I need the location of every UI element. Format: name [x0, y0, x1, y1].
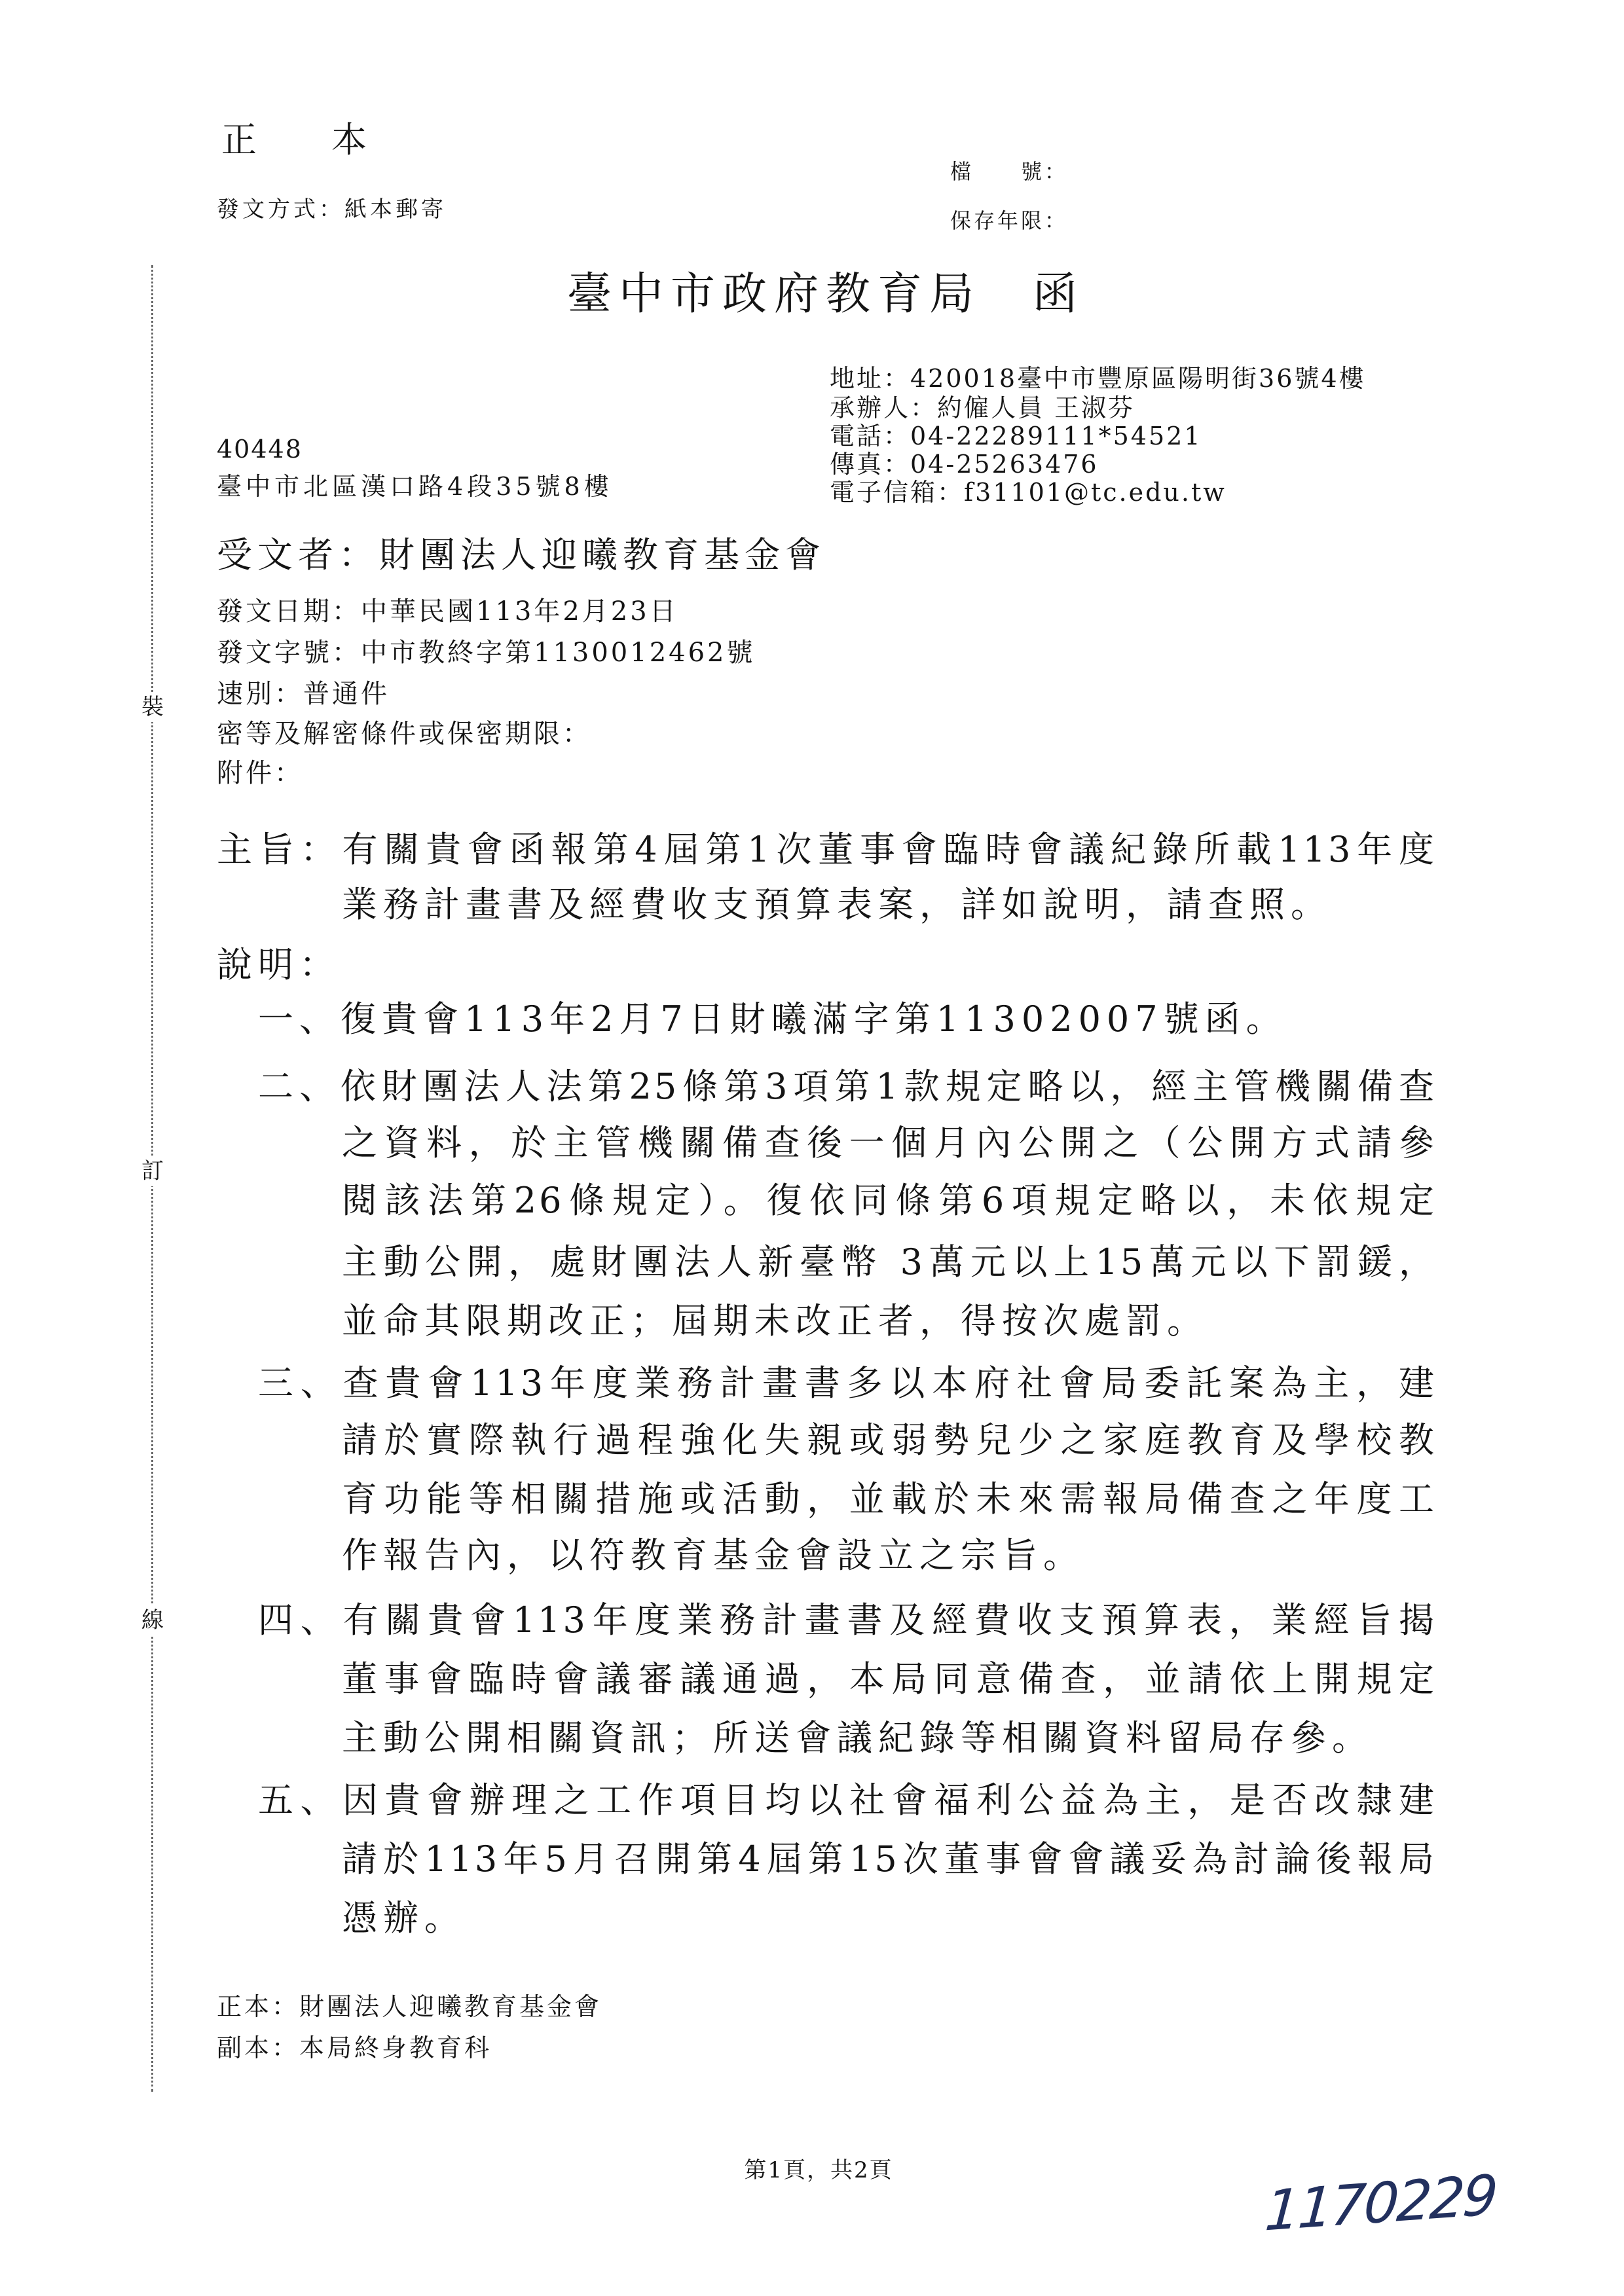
attachments: 附件： [217, 758, 303, 788]
urgency-level: 速別：普通件 [217, 679, 390, 709]
explanation-item-line: 作報告內，以符教育基金會設立之宗旨。 [342, 1535, 1084, 1576]
explanation-item-line: 主動公開，處財團法人新臺幣 3萬元以上15萬元以下罰鍰， [342, 1241, 1437, 1283]
document-number: 發文字號：中市教終字第1130012462號 [217, 638, 756, 668]
page-number: 第1頁，共2頁 [744, 2157, 893, 2183]
explanation-item-line: 並命其限期改正；屆期未改正者，得按次處罰。 [342, 1300, 1208, 1341]
distribution-original: 正本：財團法人迎曦教育基金會 [217, 1992, 602, 2021]
recipient-postal-code: 40448 [217, 435, 303, 464]
explanation-item-line: 請於實際執行過程強化失親或弱勢兒少之家庭教育及學校教 [342, 1419, 1437, 1461]
subject-line: 主旨：有關貴會函報第4屆第1次董事會臨時會議紀錄所載113年度 [217, 829, 1437, 870]
sender-address: 地址：420018臺中市豐原區陽明街36號4樓 [830, 364, 1366, 393]
file-number-label: 檔 號： [950, 159, 1069, 184]
explanation-item-line: 請於113年5月召開第4屆第15次董事會會議妥為討論後報局 [342, 1838, 1437, 1880]
sender-fax: 傳真：04-25263476 [830, 450, 1099, 479]
handwritten-note: 1170229 [1263, 2162, 1498, 2244]
explanation-item-line: 董事會臨時會議審議通過，本局同意備查，並請依上開規定 [342, 1658, 1437, 1700]
explanation-item-line: 五、因貴會辦理之工作項目均以社會福利公益為主，是否改隸建 [258, 1779, 1437, 1821]
sender-email: 電子信箱：f31101@tc.edu.tw [830, 478, 1227, 507]
classification-terms: 密等及解密條件或保密期限： [217, 719, 591, 749]
explanation-heading: 說明： [217, 944, 341, 985]
explanation-item-line: 閱該法第26條規定）。復依同條第6項規定略以，未依規定 [342, 1180, 1437, 1221]
explanation-item-line: 憑辦。 [342, 1897, 466, 1939]
retention-period-label: 保存年限： [950, 208, 1069, 233]
explanation-item-line: 主動公開相關資訊；所送會議紀錄等相關資料留局存參。 [342, 1717, 1373, 1758]
binding-mark-zhuang: 裝 [140, 692, 165, 722]
recipient-address: 臺中市北區漢口路4段35號8樓 [217, 472, 613, 501]
explanation-item-line: 三、查貴會113年度業務計畫書多以本府社會局委託案為主，建 [258, 1362, 1437, 1404]
binding-mark-ding: 訂 [140, 1156, 165, 1186]
sender-phone: 電話：04-22289111*54521 [830, 422, 1202, 450]
explanation-item-line: 二、依財團法人法第25條第3項第1款規定略以，經主管機關備查 [258, 1066, 1437, 1107]
explanation-item-line: 四、有關貴會113年度業務計畫書及經費收支預算表，業經旨揭 [258, 1599, 1437, 1641]
dispatch-method: 發文方式：紙本郵寄 [217, 196, 447, 223]
explanation-item-line: 一、復貴會113年2月7日財曦滿字第11302007號函。 [258, 998, 1287, 1040]
explanation-item-line: 育功能等相關措施或活動，並載於未來需報局備查之年度工 [342, 1478, 1437, 1520]
document-title: 臺中市政府教育局 函 [567, 268, 1085, 320]
binding-mark-xian: 線 [140, 1605, 165, 1635]
sender-contact-person: 承辦人：約僱人員 王淑芬 [830, 393, 1135, 422]
subject-line: 業務計畫書及經費收支預算表案，詳如說明，請查照。 [342, 884, 1332, 925]
distribution-copy: 副本：本局終身教育科 [217, 2033, 492, 2062]
dispatch-date: 發文日期：中華民國113年2月23日 [217, 596, 678, 627]
explanation-item-line: 之資料，於主管機關備查後一個月內公開之（公開方式請參 [342, 1122, 1437, 1163]
recipient-line: 受文者：財團法人迎曦教育基金會 [217, 534, 826, 575]
copy-type-label: 正 本 [221, 119, 386, 160]
